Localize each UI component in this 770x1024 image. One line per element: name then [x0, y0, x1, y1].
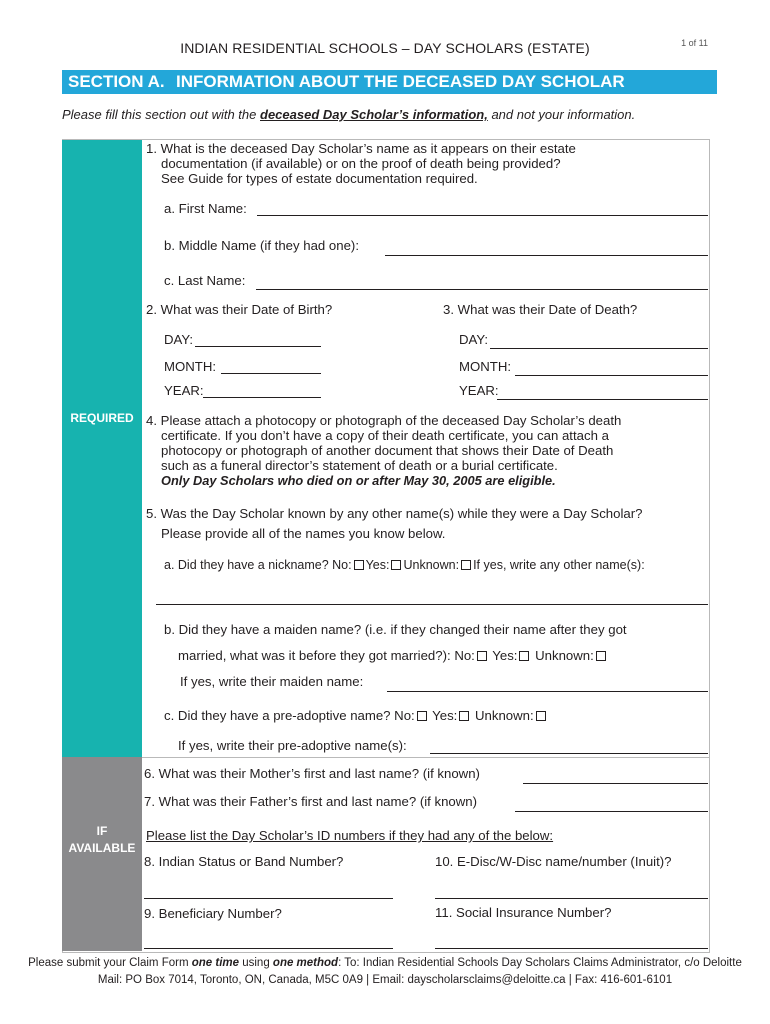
preadoptive-yes-checkbox[interactable]	[459, 711, 469, 721]
dod-day-field[interactable]	[490, 348, 708, 349]
dod-year-label: YEAR:	[459, 383, 499, 398]
sin-question: 11. Social Insurance Number?	[435, 905, 612, 920]
dod-month-label: MONTH:	[459, 359, 512, 374]
maiden-yes-checkbox[interactable]	[519, 651, 529, 661]
nickname-unknown-checkbox[interactable]	[461, 560, 471, 570]
q1-line2: documentation (if available) or on the proof of death being provided?	[161, 156, 561, 171]
q4-line4: such as a funeral director’s statement of death or a burial certificate.	[161, 458, 558, 473]
mother-name-field[interactable]	[523, 783, 708, 784]
header-title-bold: INDIAN RESIDENTIAL SCHOOLS	[180, 40, 398, 56]
footer-line1: Please submit your Claim Form one time using one method: To: Indian Residential Schools Day Scholars Claims Administrator, c/o Deloitte	[28, 957, 742, 969]
q4-line2: certificate. If you don’t have a copy of their death certificate, you can attach a	[161, 428, 609, 443]
maiden-name-label: If yes, write their maiden name:	[180, 674, 364, 689]
maiden-question-line2: married, what was it before they got married?): No: Yes: Unknown:	[178, 648, 608, 663]
dob-day-field[interactable]	[195, 346, 321, 347]
preadoptive-question: c. Did they have a pre-adoptive name? No: Yes: Unknown:	[164, 708, 548, 723]
q1-line1: 1. What is the deceased Day Scholar’s name as it appears on their estate	[146, 141, 576, 156]
middle-name-field[interactable]	[385, 255, 708, 256]
required-side-panel	[62, 140, 142, 757]
last-name-label: c. Last Name:	[164, 273, 246, 288]
dod-question: 3. What was their Date of Death?	[443, 302, 638, 317]
first-name-field[interactable]	[257, 215, 708, 216]
intro-text: Please fill this section out with the deceased Day Scholar’s information, and not your information.	[62, 107, 636, 122]
maiden-no-checkbox[interactable]	[477, 651, 487, 661]
last-name-field[interactable]	[256, 289, 708, 290]
edisc-question: 10. E-Disc/W-Disc name/number (Inuit)?	[435, 854, 672, 869]
dod-day-label: DAY:	[459, 332, 489, 347]
status-band-field[interactable]	[144, 898, 393, 899]
preadoptive-no-checkbox[interactable]	[417, 711, 427, 721]
maiden-question-line1: b. Did they have a maiden name? (i.e. if they changed their name after they got	[164, 622, 627, 637]
dob-year-field[interactable]	[203, 397, 321, 398]
sin-field[interactable]	[435, 948, 708, 949]
id-numbers-intro: Please list the Day Scholar’s ID numbers if they had any of the below:	[146, 828, 554, 843]
q4-line3: photocopy or photograph of another document that shows their Date of Death	[161, 443, 614, 458]
dob-year-label: YEAR:	[164, 383, 204, 398]
section-title-bar	[62, 70, 717, 94]
required-label: REQUIRED	[70, 411, 134, 425]
nickname-yes-checkbox[interactable]	[391, 560, 401, 570]
dob-day-label: DAY:	[164, 332, 194, 347]
mother-name-question: 6. What was their Mother’s first and last name? (if known)	[144, 766, 480, 781]
intro-emphasis: deceased Day Scholar’s information,	[260, 107, 488, 122]
if-label: IF	[96, 824, 108, 838]
dod-year-field[interactable]	[497, 399, 708, 400]
if-available-side-panel	[62, 757, 142, 951]
available-label: AVAILABLE	[68, 841, 136, 855]
preadoptive-name-label: If yes, write their pre-adoptive name(s):	[178, 738, 407, 753]
q1-line3: See Guide for types of estate documentation required.	[161, 171, 478, 186]
other-names-field[interactable]	[156, 604, 708, 605]
dob-month-label: MONTH:	[164, 359, 217, 374]
preadoptive-name-field[interactable]	[430, 753, 708, 754]
header-title-rest: – DAY SCHOLARS (ESTATE)	[397, 40, 590, 56]
status-band-question: 8. Indian Status or Band Number?	[144, 854, 344, 869]
dob-question: 2. What was their Date of Birth?	[146, 302, 333, 317]
nickname-no-checkbox[interactable]	[354, 560, 364, 570]
nickname-question: a. Did they have a nickname? No: Yes: Unknown: If yes, write any other name(s):	[164, 558, 645, 572]
father-name-question: 7. What was their Father’s first and last name? (if known)	[144, 794, 477, 809]
q4-line1: 4. Please attach a photocopy or photograph of the deceased Day Scholar’s death	[146, 413, 622, 428]
beneficiary-question: 9. Beneficiary Number?	[144, 906, 282, 921]
beneficiary-field[interactable]	[144, 948, 393, 949]
submission-footer	[0, 955, 770, 989]
footer-line2: Mail: PO Box 7014, Toronto, ON, Canada, M5C 0A9 | Email: dayscholarsclaims@deloitte.ca | Fax: 416-601-6101	[97, 974, 673, 986]
form-header	[0, 40, 770, 56]
q5-line1: 5. Was the Day Scholar known by any other name(s) while they were a Day Scholar?	[146, 506, 643, 521]
father-name-field[interactable]	[515, 811, 708, 812]
first-name-label: a. First Name:	[164, 201, 247, 216]
page-number: 1 of 11	[681, 38, 708, 48]
maiden-name-field[interactable]	[387, 691, 708, 692]
section-title: INFORMATION ABOUT THE DECEASED DAY SCHOLAR	[176, 72, 625, 91]
section-divider	[142, 757, 709, 758]
preadoptive-unknown-checkbox[interactable]	[536, 711, 546, 721]
maiden-unknown-checkbox[interactable]	[596, 651, 606, 661]
eligibility-note: Only Day Scholars who died on or after May 30, 2005 are eligible.	[161, 473, 556, 488]
edisc-field[interactable]	[435, 898, 708, 899]
dod-month-field[interactable]	[515, 375, 708, 376]
middle-name-label: b. Middle Name (if they had one):	[164, 238, 359, 253]
q5-line2: Please provide all of the names you know below.	[161, 526, 446, 541]
section-label: SECTION A.	[68, 72, 165, 91]
dob-month-field[interactable]	[221, 373, 321, 374]
